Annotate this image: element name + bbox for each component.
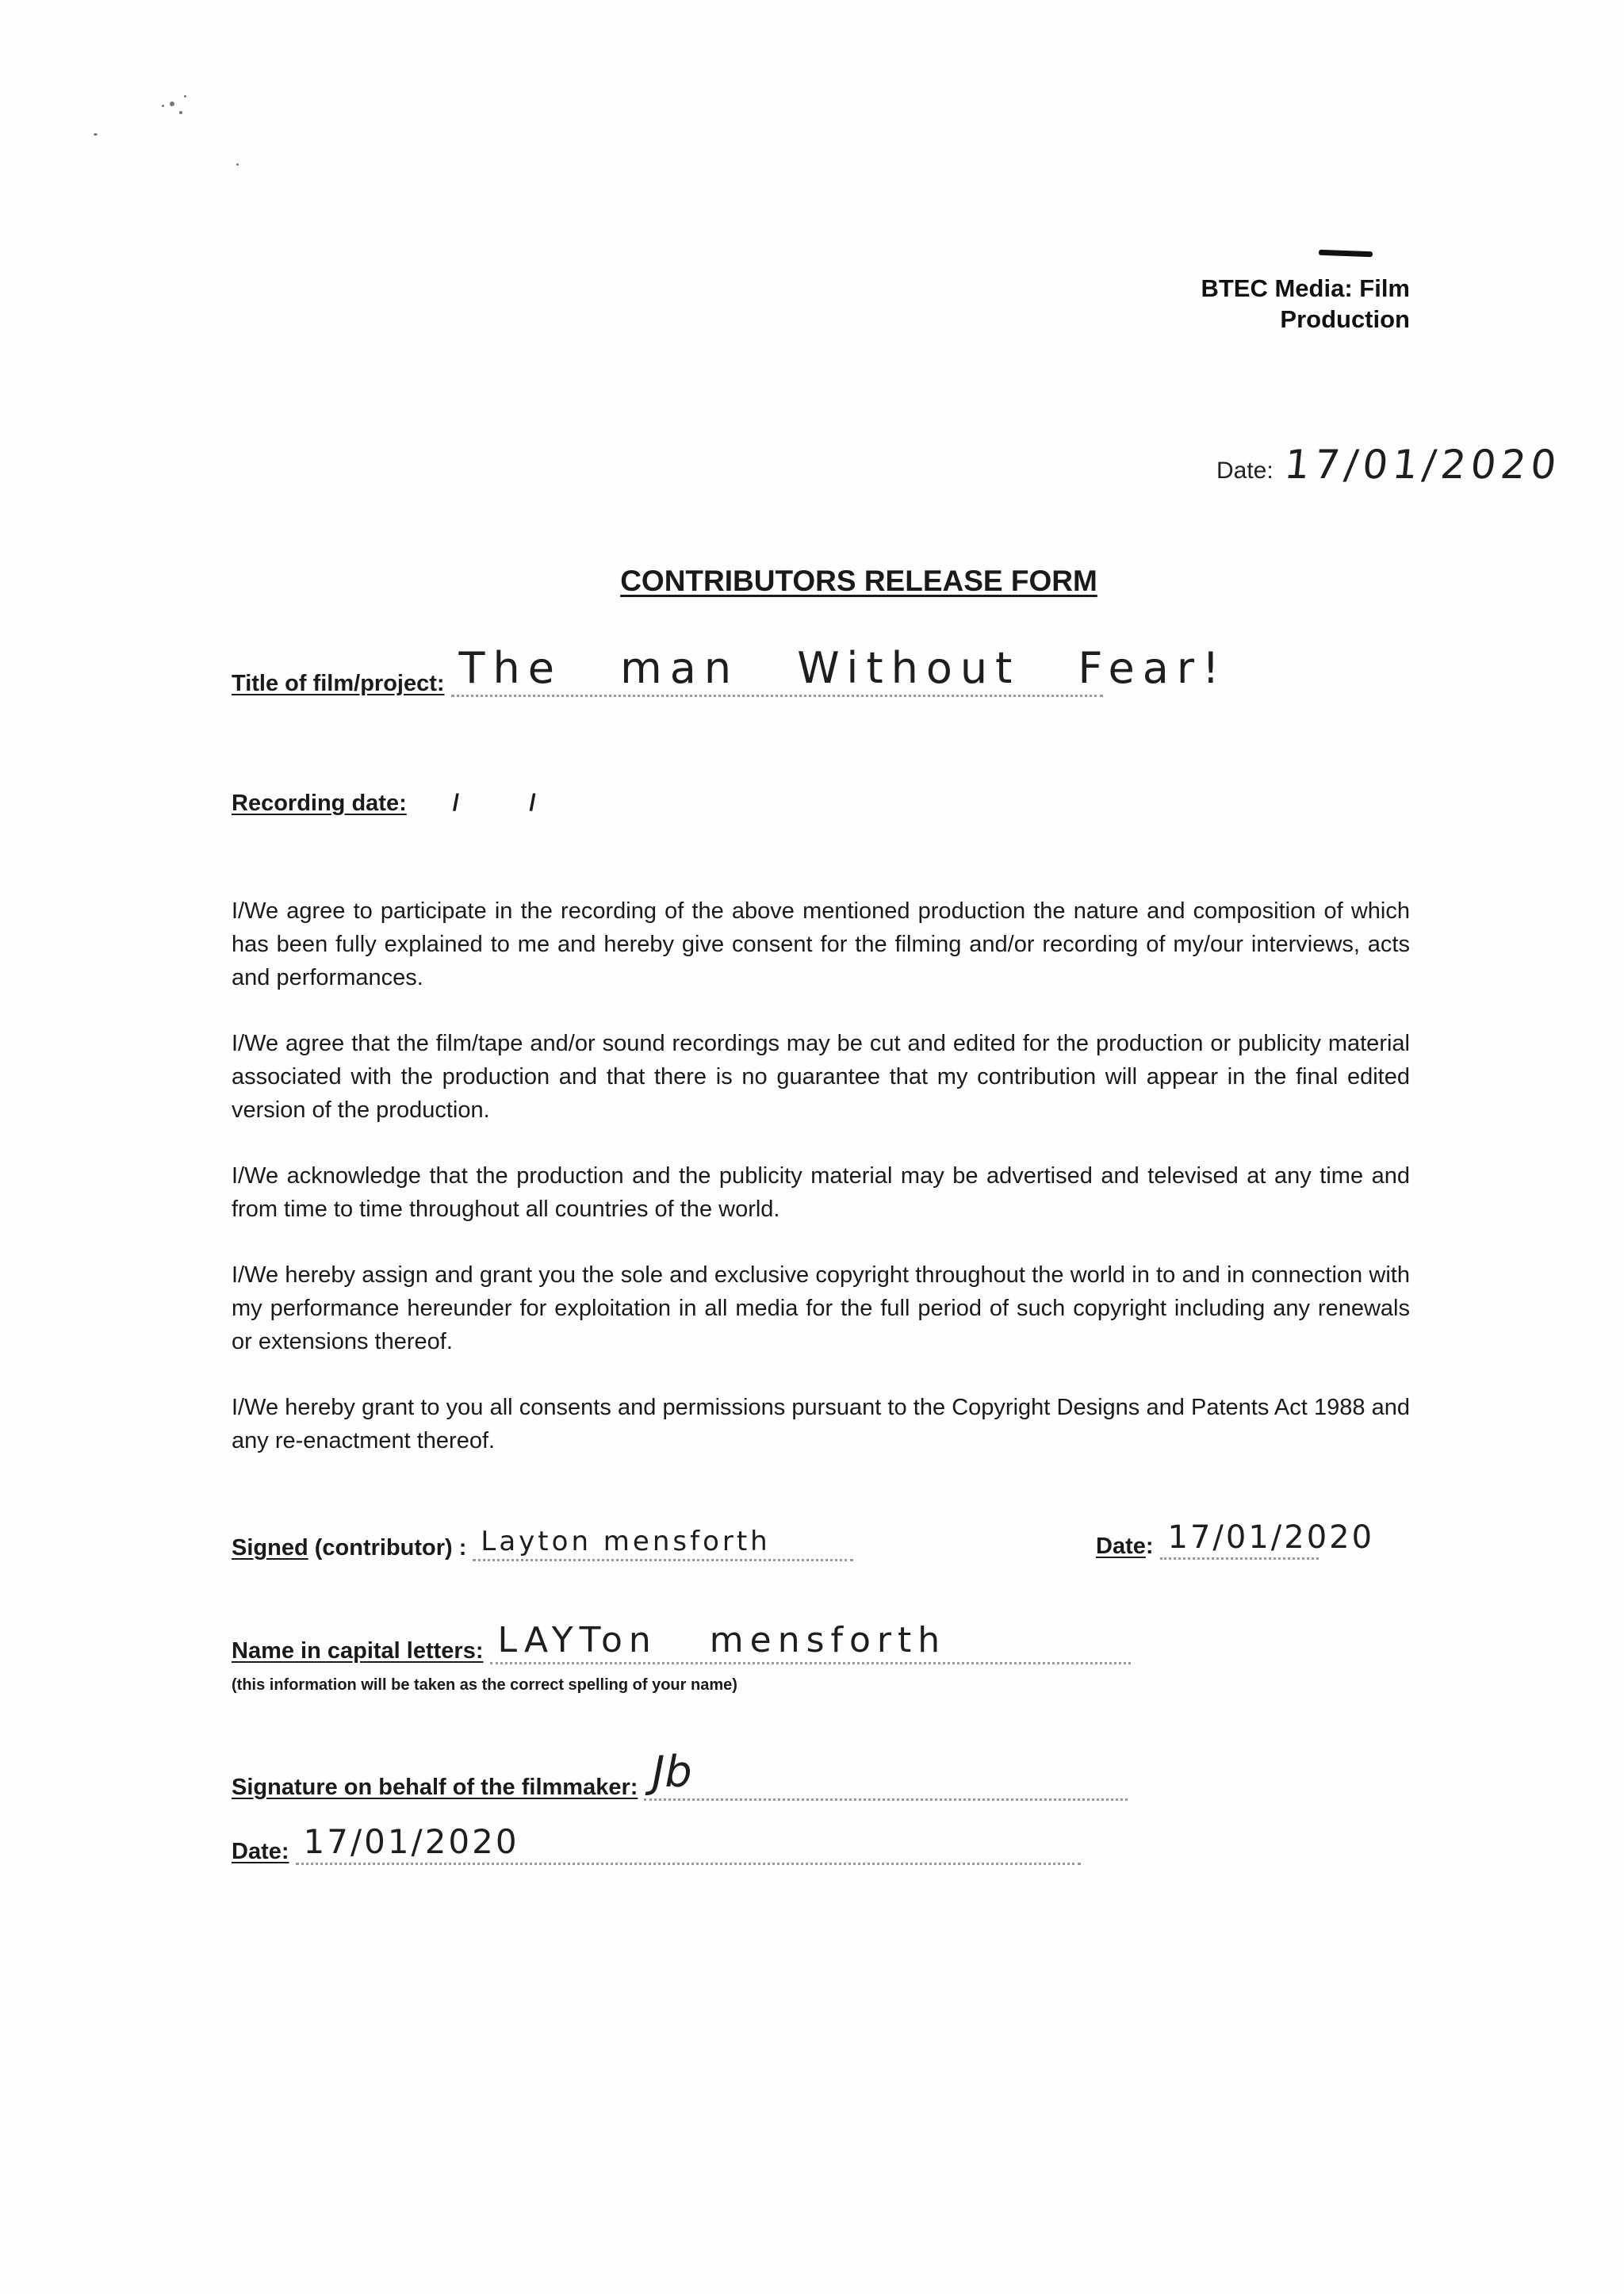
course-header-line2: Production xyxy=(1280,305,1410,333)
form-title: CONTRIBUTORS RELEASE FORM xyxy=(620,565,1097,597)
name-spelling-note: (this information will be taken as the correct spelling of your name) xyxy=(232,1676,737,1694)
contributor-date-field xyxy=(1096,1519,1375,1560)
contributor-signature-label: Signed (contributor) : xyxy=(232,1535,467,1561)
contributor-signature-field xyxy=(232,1522,853,1561)
agreement-paragraph: I/We acknowledge that the production and the publicity material may be advertised and televised at any time and from time to time throughout all countries of the world. xyxy=(232,1163,1410,1222)
title-field-label: Title of film/project: xyxy=(232,671,445,696)
top-date xyxy=(1216,442,1561,488)
recording-date-field xyxy=(232,790,536,817)
scan-speck xyxy=(179,111,182,114)
agreement-paragraph: I/We hereby assign and grant you the sole and exclusive copyright throughout the world in to and in connection with my performance hereunder for exploitation in all media for the full period of such copyright including any renewals or extensions thereof. xyxy=(232,1262,1410,1354)
filmmaker-date-label: Date: xyxy=(232,1839,289,1864)
title-field-line[interactable] xyxy=(451,643,1228,697)
course-header-line1: BTEC Media: Film xyxy=(1201,274,1410,302)
filmmaker-signature-line[interactable] xyxy=(644,1747,1128,1801)
scan-speck xyxy=(184,95,186,98)
scan-speck xyxy=(236,163,239,166)
contributor-date-line[interactable] xyxy=(1160,1519,1375,1560)
agreement-paragraph: I/We agree to participate in the recording of the above mentioned production the nature and composition of which has been fully explained to me and hereby give consent for the filming and/or recording of my/our interviews, acts and performances. xyxy=(232,898,1410,990)
agreement-text xyxy=(232,894,1410,1490)
filmmaker-date-value: 17/01/2020 xyxy=(303,1822,519,1861)
filmmaker-signature-label: Signature on behalf of the filmmaker: xyxy=(232,1775,638,1800)
recording-date-label: Recording date: xyxy=(232,791,407,816)
agreement-paragraph: I/We agree that the film/tape and/or sound recordings may be cut and edited for the production or publicity material associated with the production and that there is no guarantee that my contribution will appear in the final edited version of the production. xyxy=(232,1031,1410,1123)
filmmaker-date-line[interactable] xyxy=(296,1822,1081,1865)
contributor-signature-value: Layton mensforth xyxy=(481,1526,771,1557)
name-capitals-line[interactable] xyxy=(490,1620,1131,1664)
scan-speck xyxy=(162,105,164,107)
name-capitals-value: LAYTon mensforth xyxy=(497,1620,947,1660)
filmmaker-signature-field xyxy=(232,1747,1128,1801)
top-date-value: 17/01/2020 xyxy=(1281,442,1563,488)
agreement-paragraph: I/We hereby grant to you all consents and permissions pursuant to the Copyright Designs and Patents Act 1988 and any re-enactment thereof. xyxy=(232,1395,1410,1453)
title-field-value: The man Without Fear! xyxy=(458,643,1228,693)
scan-speck xyxy=(94,133,98,136)
name-capitals-field xyxy=(232,1620,1131,1664)
title-field xyxy=(232,643,1228,697)
course-header xyxy=(1201,273,1410,335)
contributor-signature-line[interactable] xyxy=(473,1522,853,1561)
pen-dash-mark xyxy=(1319,250,1373,257)
recording-date-value[interactable]: / / xyxy=(452,790,536,816)
filmmaker-date-field xyxy=(232,1822,1081,1865)
scan-speck xyxy=(170,101,174,106)
filmmaker-signature-value: Jb xyxy=(652,1747,692,1797)
contributor-date-value: 17/01/2020 xyxy=(1167,1519,1375,1556)
name-capitals-label: Name in capital letters: xyxy=(232,1638,484,1664)
contributor-date-label: Date: xyxy=(1096,1534,1154,1559)
top-date-label: Date: xyxy=(1216,458,1274,484)
